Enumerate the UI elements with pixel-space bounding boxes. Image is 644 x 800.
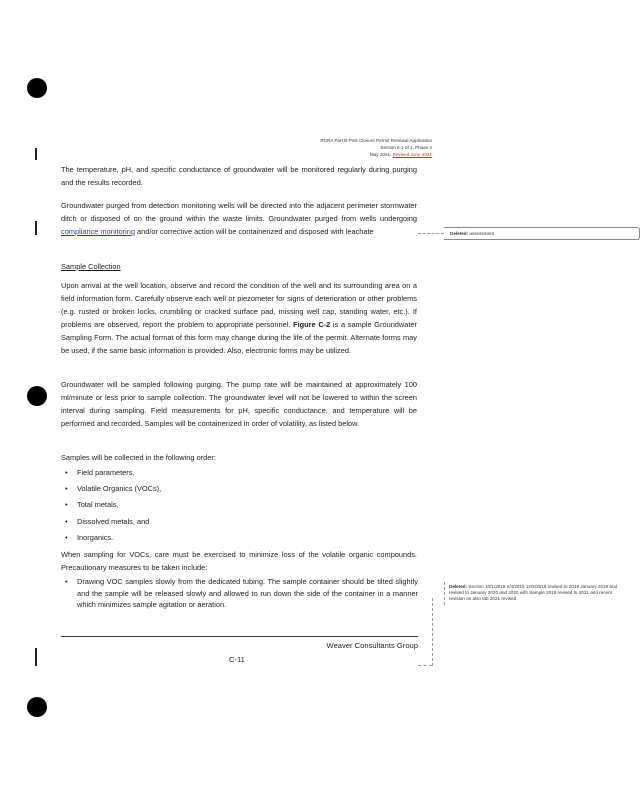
header-section: Section II-1 of 1, Phase 4 [380, 145, 432, 150]
footer-company: Weaver Consultants Group [326, 641, 418, 650]
binder-hole [27, 697, 47, 717]
document-header [320, 137, 432, 158]
scan-edge-mark [35, 148, 37, 160]
paragraph-voc-care: When sampling for VOCs, care must be exercised to minimize loss of the volatile organic compounds. Precautionary measures to be taken include: [61, 550, 417, 572]
section-heading-sample-collection: Sample Collection [61, 262, 121, 271]
scan-edge-mark [35, 648, 37, 666]
comment-connector [432, 598, 433, 666]
figure-reference: Figure C-2 [293, 320, 331, 329]
header-date: May 2021, Revised June 2021 [369, 152, 432, 157]
binder-hole [27, 78, 47, 98]
list-item: • Volatile Organics (VOCs), [77, 481, 161, 497]
footer-rule [61, 636, 418, 637]
paragraph-purged-water: Groundwater purged from detection monitoring wells will be directed into the adjacent perimeter stormwater ditch or disposed of on the ground within the waste limits. Groundwater purged from wells undergoing compliance monitoring and/or corrective action will be containerized and disposed with leachate [61, 201, 417, 236]
list-item: • Total metals, [77, 497, 161, 513]
paragraph-well-inspection: Upon arrival at the well location, observe and record the condition of the well and its surrounding area on a field information form. Carefully observe each well or piezometer for signs of deterioration or other problems (e.g. rusted or broken locks, crumbling or cracked surface pad, missing well cap, standing water, etc.). If problems are observed, report the problem to appropriate personnel. Figure C-2 is a sample Groundwater Sampling Form. The actual format of this form may change during the life of the permit. Alternate forms may be used, if the same basic information is provided. Also, electronic forms may be utilized. [61, 281, 417, 355]
inserted-text: compliance monitoring [61, 227, 135, 236]
page-number: C-11 [229, 655, 245, 664]
deleted-tag: Deleted: [450, 231, 469, 236]
comment-connector [418, 233, 444, 234]
deleted-text: Section 10/1/2018 2/4/2019 12/5/2019 revised to 2019 January 2019 and revised to January 2020 and 2020 with Sample 2019 revised to 2021 and recent revision on also tab 2021 revised [449, 584, 618, 602]
deleted-comment[interactable] [444, 582, 622, 605]
scan-edge-mark [35, 221, 37, 235]
deleted-tag: Deleted: [449, 584, 468, 589]
list-item: • Dissolved metals, and [77, 514, 161, 530]
comment-connector [418, 665, 432, 666]
list-item: • Field parameters, [77, 465, 161, 481]
paragraph-monitoring: The temperature, pH, and specific conductance of groundwater will be monitored regularly during purging and the results recorded. [61, 165, 417, 187]
paragraph-sample-order-intro: Samples will be collected in the following order: [61, 453, 216, 462]
header-title: RCRA Part B Post Closure Permit Renewal Application [320, 138, 432, 143]
voc-measures-list [77, 576, 418, 611]
revised-date: Revised June 2021 [392, 152, 432, 157]
list-item: • Inorganics. [77, 530, 161, 546]
list-item: • Drawing VOC samples slowly from the dedicated tubing. The sample container should be tilted slightly and the sample will be released slowly and allowed to run down the side of the container in a manner which minimizes sample agitation or aeration. [77, 576, 418, 611]
sample-order-list [77, 465, 161, 546]
deleted-comment[interactable] [444, 227, 640, 240]
paragraph-sampling: Groundwater will be sampled following purging. The pump rate will be maintained at approximately 100 ml/minute or less prior to sample collection. The groundwater level will not be lowered to within the screen interval during sampling. Field measurements for pH, specific conductance, and temperature will be performed and recorded. Samples will be containerized in order of volatility, as listed below. [61, 380, 417, 428]
binder-hole [27, 386, 47, 406]
deleted-text: assessment [469, 231, 494, 236]
